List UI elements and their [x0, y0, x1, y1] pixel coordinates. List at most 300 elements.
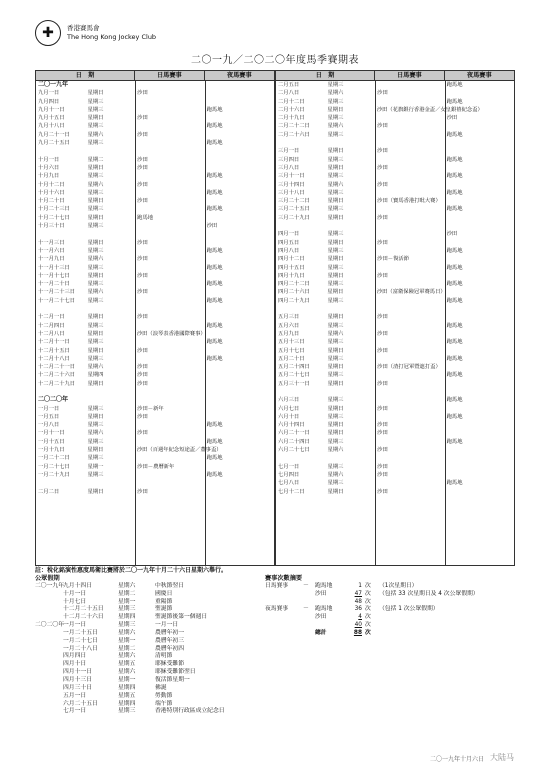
summary-count: 48 [354, 598, 362, 605]
night-race-cell [445, 429, 514, 437]
day-race-cell: 沙田 [137, 380, 148, 387]
table-row [276, 230, 514, 238]
weekday-cell: 星期日 [327, 256, 344, 263]
holiday-year [35, 653, 63, 661]
weekday-cell: 星期三 [327, 339, 344, 346]
day-race-cell [375, 338, 444, 346]
table-row [276, 255, 514, 263]
weekday-cell [328, 222, 376, 230]
summary-count: 1 [358, 582, 362, 589]
holiday-weekday: 星期一 [118, 637, 136, 644]
holiday-date: 五月一日 [63, 692, 87, 699]
day-race-cell: 沙田－農曆新年 [137, 463, 175, 470]
table-row [276, 247, 514, 255]
night-race-cell: 跑馬地 [446, 413, 463, 420]
weekday-cell: 星期三 [87, 355, 104, 362]
day-race-cell [375, 305, 444, 313]
summary-venue: 跑馬地 [315, 582, 333, 589]
weekday-cell: 星期三 [327, 173, 344, 180]
weekday-cell: 星期六 [327, 123, 344, 130]
table-row [276, 355, 514, 363]
date-cell: 七月十二日 [278, 488, 305, 495]
weekday-cell: 星期三 [327, 131, 344, 138]
weekday-cell: 星期日 [87, 272, 104, 279]
table-row [36, 272, 274, 280]
table-row [36, 197, 274, 205]
night-race-cell [445, 363, 514, 371]
summary-dash: － [303, 582, 309, 589]
date-cell: 一月二十七日 [38, 463, 70, 470]
weekday-cell: 星期三 [87, 438, 104, 445]
day-race-cell [375, 396, 444, 404]
weekday-cell: 星期三 [87, 471, 104, 478]
summary-venue: 沙田 [315, 590, 327, 597]
table-row [276, 438, 514, 446]
date-cell: 十一月二十三日 [38, 289, 76, 296]
weekday-cell: 星期日 [87, 90, 104, 97]
holiday-name: 國慶日 [155, 590, 173, 597]
day-race-cell: 沙田 [137, 156, 148, 163]
table-row [276, 429, 514, 437]
holiday-row [35, 583, 265, 591]
day-race-cell: 沙田 [137, 314, 148, 321]
night-race-cell [445, 347, 514, 355]
night-race-cell [445, 197, 514, 205]
date-cell: 一月二十二日 [38, 455, 70, 462]
weekday-cell: 星期三 [327, 247, 344, 254]
night-race-cell [445, 471, 514, 479]
weekday-cell [88, 81, 136, 89]
date-cell [276, 139, 328, 147]
night-race-cell: 跑馬地 [446, 189, 463, 196]
table-row [36, 98, 274, 106]
holiday-row [35, 669, 265, 677]
weekday-cell: 星期三 [87, 98, 104, 105]
weekday-cell: 星期二 [87, 156, 104, 163]
day-race-cell [135, 147, 204, 155]
page-title: 二〇一九／二〇二〇年度馬季賽期表 [191, 55, 359, 66]
day-race-cell: 沙田 [377, 380, 388, 387]
holiday-year: 二〇一九年 [35, 582, 64, 589]
weekday-cell: 星期六 [87, 364, 104, 371]
holiday-date: 一月二十七日 [63, 637, 98, 644]
night-race-cell [205, 363, 274, 371]
weekday-cell: 星期六 [87, 289, 104, 296]
race-table-left [35, 70, 275, 566]
table-row [276, 98, 514, 106]
day-race-cell [135, 471, 204, 479]
weekday-cell: 星期日 [87, 115, 104, 122]
holiday-weekday: 星期四 [118, 684, 136, 691]
table-row [36, 172, 274, 180]
table-row [276, 106, 514, 114]
hkjc-logo-icon: ✚ [35, 20, 61, 46]
holiday-year [35, 614, 63, 622]
summary-dash [303, 591, 315, 599]
holiday-weekday: 星期二 [118, 645, 136, 652]
day-race-cell: 沙田 [377, 164, 388, 171]
weekday-cell: 星期一 [87, 463, 104, 470]
weekday-cell: 星期日 [327, 164, 344, 171]
summary-dash [303, 622, 315, 630]
night-race-cell: 跑馬地 [446, 322, 463, 329]
night-race-cell [445, 147, 514, 155]
date-cell: 九月一日 [38, 90, 60, 97]
table-row [276, 131, 514, 139]
table-row [276, 313, 514, 321]
night-race-cell [205, 371, 274, 379]
date-cell: 四月二十六日 [278, 289, 310, 296]
date-cell: 十一月十三日 [38, 264, 70, 271]
night-race-cell [445, 405, 514, 413]
date-cell: 十二月十五日 [38, 347, 70, 354]
holiday-weekday: 星期五 [118, 661, 136, 668]
day-race-cell [135, 172, 204, 180]
weekday-cell [328, 305, 376, 313]
race-table-right [275, 70, 515, 566]
weekday-cell: 星期日 [327, 106, 344, 113]
night-race-cell: 跑馬地 [206, 422, 223, 429]
date-cell: 六月二十七日 [278, 447, 310, 454]
weekday-cell: 星期三 [327, 322, 344, 329]
table-header [35, 70, 275, 81]
date-cell: 六月十日 [278, 413, 300, 420]
day-race-cell: 沙田 [137, 239, 148, 246]
date-cell [36, 230, 88, 238]
table-row [36, 114, 274, 122]
night-race-cell [445, 181, 514, 189]
day-race-cell: 沙田 [377, 471, 388, 478]
date-cell: 二〇一九年 [38, 81, 69, 88]
summary-category: 日馬賽事 [265, 582, 289, 589]
holiday-year [35, 661, 63, 669]
date-cell: 五月十七日 [278, 347, 305, 354]
table-row [276, 479, 514, 487]
weekday-cell: 星期六 [327, 447, 344, 454]
night-race-cell: 跑馬地 [446, 156, 463, 163]
holiday-name: 聖誕節 [155, 606, 173, 613]
table-row [36, 413, 274, 421]
day-race-cell: 沙田 [137, 488, 148, 495]
night-race-cell [205, 488, 274, 496]
table-row [36, 181, 274, 189]
summary-dash: － [303, 606, 309, 613]
day-race-cell: 沙田（富衛保險冠軍賽馬日） [376, 289, 446, 296]
night-race-cell [205, 255, 274, 263]
holiday-row [35, 591, 265, 599]
date-cell: 六月三日 [278, 397, 300, 404]
holiday-date: 一月二十五日 [63, 629, 98, 636]
table-row [36, 463, 274, 471]
night-race-cell [205, 479, 274, 487]
date-cell: 二月十九日 [278, 115, 305, 122]
footnote: 註：稅化銘演性惠度馬衛比賽將於二〇一九年十月二十六日星期六舉行。 [35, 567, 228, 574]
weekday-cell: 星期三 [87, 173, 104, 180]
holiday-weekday: 星期三 [118, 708, 136, 715]
header-day-races: 日馬賽事 [375, 71, 444, 80]
night-race-cell [445, 288, 514, 296]
date-cell [276, 222, 328, 230]
date-cell: 五月二十七日 [278, 372, 310, 379]
night-race-cell: 跑馬地 [446, 297, 463, 304]
date-cell: 四月十二日 [278, 256, 305, 263]
day-race-cell: 沙田 [137, 413, 148, 420]
day-race-cell [375, 139, 444, 147]
night-race-cell [205, 396, 274, 404]
holiday-name: 佛誕 [155, 684, 167, 691]
table-row [36, 205, 274, 213]
day-race-cell: 沙田 [377, 214, 388, 221]
date-cell: 三月一日 [278, 148, 300, 155]
weekday-cell: 星期三 [87, 223, 104, 230]
table-row [36, 330, 274, 338]
night-race-cell [205, 413, 274, 421]
day-race-cell: 沙田（浪琴表香港國際賽事） [136, 330, 206, 337]
day-race-cell [135, 322, 204, 330]
night-race-cell [445, 106, 514, 114]
date-cell: 四月十九日 [278, 272, 305, 279]
day-race-cell [135, 222, 204, 230]
summary-detail [379, 622, 519, 630]
day-race-cell [375, 322, 444, 330]
day-race-cell [135, 355, 204, 363]
date-cell: 六月二十四日 [278, 438, 310, 445]
table-row [36, 305, 274, 313]
weekday-cell: 星期六 [87, 256, 104, 263]
weekday-cell: 星期日 [327, 364, 344, 371]
table-row [276, 156, 514, 164]
holiday-date: 十月七日 [63, 598, 87, 605]
race-summary [265, 575, 525, 638]
night-race-cell [205, 405, 274, 413]
weekday-cell: 星期三 [87, 405, 104, 412]
day-race-cell: 沙田 [137, 115, 148, 122]
night-race-cell: 跑馬地 [446, 98, 463, 105]
summary-row [265, 606, 525, 614]
day-race-cell [135, 81, 204, 89]
day-race-cell [375, 172, 444, 180]
holiday-name: 勞動節 [155, 692, 173, 699]
weekday-cell: 星期三 [327, 355, 344, 362]
weekday-cell: 星期日 [327, 405, 344, 412]
table-row [276, 388, 514, 396]
holiday-weekday: 星期四 [118, 700, 136, 707]
table-row [36, 189, 274, 197]
date-cell [276, 388, 328, 396]
night-race-cell: 跑馬地 [446, 355, 463, 362]
weekday-cell: 星期三 [87, 206, 104, 213]
date-cell: 十一月六日 [38, 247, 65, 254]
weekday-cell: 星期日 [87, 164, 104, 171]
night-race-cell [445, 272, 514, 280]
night-race-cell: 跑馬地 [206, 206, 223, 213]
weekday-cell [88, 230, 136, 238]
night-race-cell [445, 305, 514, 313]
summary-unit: 次 [365, 582, 371, 589]
summary-count: 36 [354, 606, 362, 613]
date-cell: 二月五日 [278, 82, 300, 88]
holiday-name: 香港特別行政區成立紀念日 [155, 708, 225, 715]
weekday-cell: 星期三 [327, 480, 344, 487]
date-cell: 六月十四日 [278, 422, 305, 429]
weekday-cell: 星期三 [327, 264, 344, 271]
date-cell: 三月十四日 [278, 181, 305, 188]
night-race-cell: 跑馬地 [446, 264, 463, 271]
day-race-cell: 沙田 [377, 463, 388, 470]
summary-detail: （包括 33 次星期日及 4 次公眾假期） [379, 590, 479, 597]
holiday-weekday: 星期六 [118, 669, 136, 676]
day-race-cell [375, 297, 444, 305]
date-cell: 二月二十二日 [278, 123, 310, 130]
holiday-row [35, 661, 265, 669]
holiday-name: 耶穌受難節 [155, 661, 184, 668]
date-cell [36, 147, 88, 155]
night-race-cell [205, 156, 274, 164]
day-race-cell: 沙田 [137, 90, 148, 97]
summary-unit: 次 [365, 614, 371, 621]
night-race-cell [445, 139, 514, 147]
table-row [276, 471, 514, 479]
holiday-name: 農曆年初四 [155, 645, 184, 652]
table-row [36, 488, 274, 496]
summary-row [265, 622, 525, 630]
table-row [36, 297, 274, 305]
night-race-cell [445, 122, 514, 130]
date-cell: 五月三日 [278, 314, 300, 321]
table-row [276, 371, 514, 379]
summary-detail: （1次星期日） [379, 582, 418, 589]
weekday-cell: 星期三 [327, 189, 344, 196]
day-race-cell: 沙田 [377, 181, 388, 188]
night-race-cell [445, 446, 514, 454]
table-row [276, 463, 514, 471]
table-row [276, 164, 514, 172]
date-cell: 七月八日 [278, 480, 300, 487]
day-race-cell: 沙田 [377, 488, 388, 495]
holiday-date: 十月一日 [63, 590, 87, 597]
holiday-date: 四月十一日 [63, 669, 92, 676]
weekday-cell [88, 147, 136, 155]
table-header [275, 70, 515, 81]
weekday-cell: 星期日 [87, 330, 104, 337]
weekday-cell: 星期三 [87, 247, 104, 254]
night-race-cell [205, 214, 274, 222]
day-race-cell [375, 205, 444, 213]
holiday-name: 一月一日 [155, 622, 179, 629]
day-race-cell: 沙田 [137, 364, 148, 371]
summary-unit: 次 [365, 598, 371, 605]
holiday-year [35, 701, 63, 709]
holiday-year: 二〇二〇年 [35, 622, 64, 629]
summary-venue [315, 622, 343, 630]
night-race-cell [445, 214, 514, 222]
day-race-cell: 沙田 [137, 164, 148, 171]
table-row [276, 89, 514, 97]
date-cell: 十二月八日 [38, 330, 65, 337]
holiday-year [35, 693, 63, 701]
logo-name-en: The Hong Kong Jockey Club [67, 33, 157, 41]
weekday-cell: 星期三 [87, 264, 104, 271]
table-body [275, 81, 515, 566]
summary-unit: 次 [365, 606, 371, 613]
table-row [36, 156, 274, 164]
night-race-cell [445, 313, 514, 321]
holiday-year [35, 630, 63, 638]
weekday-cell [88, 396, 136, 404]
holiday-row [35, 693, 265, 701]
date-cell: 一月一日 [38, 405, 60, 412]
night-race-cell: 跑馬地 [446, 397, 463, 404]
weekday-cell: 星期三 [87, 297, 104, 304]
date-cell: 九月四日 [38, 98, 60, 105]
holiday-date: 十二月二十六日 [63, 614, 104, 621]
day-race-cell: 沙田 [377, 314, 388, 321]
night-race-cell [205, 288, 274, 296]
night-race-cell [205, 347, 274, 355]
logo-name-zh: 香港賽馬會 [67, 24, 100, 32]
summary-category [265, 591, 303, 599]
weekday-cell: 星期日 [87, 413, 104, 420]
header-night-races: 夜馬賽事 [466, 72, 492, 79]
night-race-cell [205, 81, 274, 89]
holiday-year [35, 646, 63, 654]
weekday-cell: 星期日 [327, 239, 344, 246]
date-cell: 十二月十一日 [38, 339, 70, 346]
table-row [276, 139, 514, 147]
holiday-name: 耶穌受難節翌日 [155, 669, 196, 676]
weekday-cell: 星期六 [327, 471, 344, 478]
night-race-cell [445, 330, 514, 338]
weekday-cell: 星期三 [327, 372, 344, 379]
day-race-cell [135, 205, 204, 213]
date-cell: 五月二十日 [278, 355, 305, 362]
watermark: 大陆马 [490, 753, 514, 762]
table-row [276, 347, 514, 355]
summary-count: 40 [354, 622, 362, 629]
weekday-cell: 星期日 [327, 422, 344, 429]
day-race-cell: 沙田 [377, 148, 388, 155]
day-race-cell: 沙田 [377, 239, 388, 246]
night-race-cell: 跑馬地 [446, 438, 463, 445]
table-row [36, 380, 274, 388]
day-race-cell [375, 156, 444, 164]
day-race-cell [135, 338, 204, 346]
weekday-cell: 星期日 [87, 447, 104, 454]
summary-count: 4 [358, 614, 362, 621]
day-race-cell [375, 355, 444, 363]
table-body [35, 81, 275, 566]
night-race-cell: 沙田 [446, 115, 458, 122]
date-cell: 五月六日 [278, 322, 300, 329]
night-race-cell [205, 239, 274, 247]
day-race-cell [375, 454, 444, 462]
day-race-cell [135, 479, 204, 487]
date-cell: 五月三十一日 [278, 380, 310, 387]
day-race-cell [375, 131, 444, 139]
night-race-cell: 跑馬地 [446, 82, 463, 88]
holiday-year [35, 591, 63, 599]
weekday-cell: 星期六 [327, 90, 344, 97]
day-race-cell: 沙田 [377, 422, 388, 429]
night-race-cell [445, 255, 514, 263]
day-race-cell [375, 247, 444, 255]
table-row [36, 388, 274, 396]
public-holidays [35, 575, 265, 716]
holiday-row [35, 638, 265, 646]
date-cell: 二月十二日 [278, 98, 305, 105]
weekday-cell: 星期六 [327, 330, 344, 337]
holiday-name: 聖誕節後第一個週日 [155, 614, 208, 621]
